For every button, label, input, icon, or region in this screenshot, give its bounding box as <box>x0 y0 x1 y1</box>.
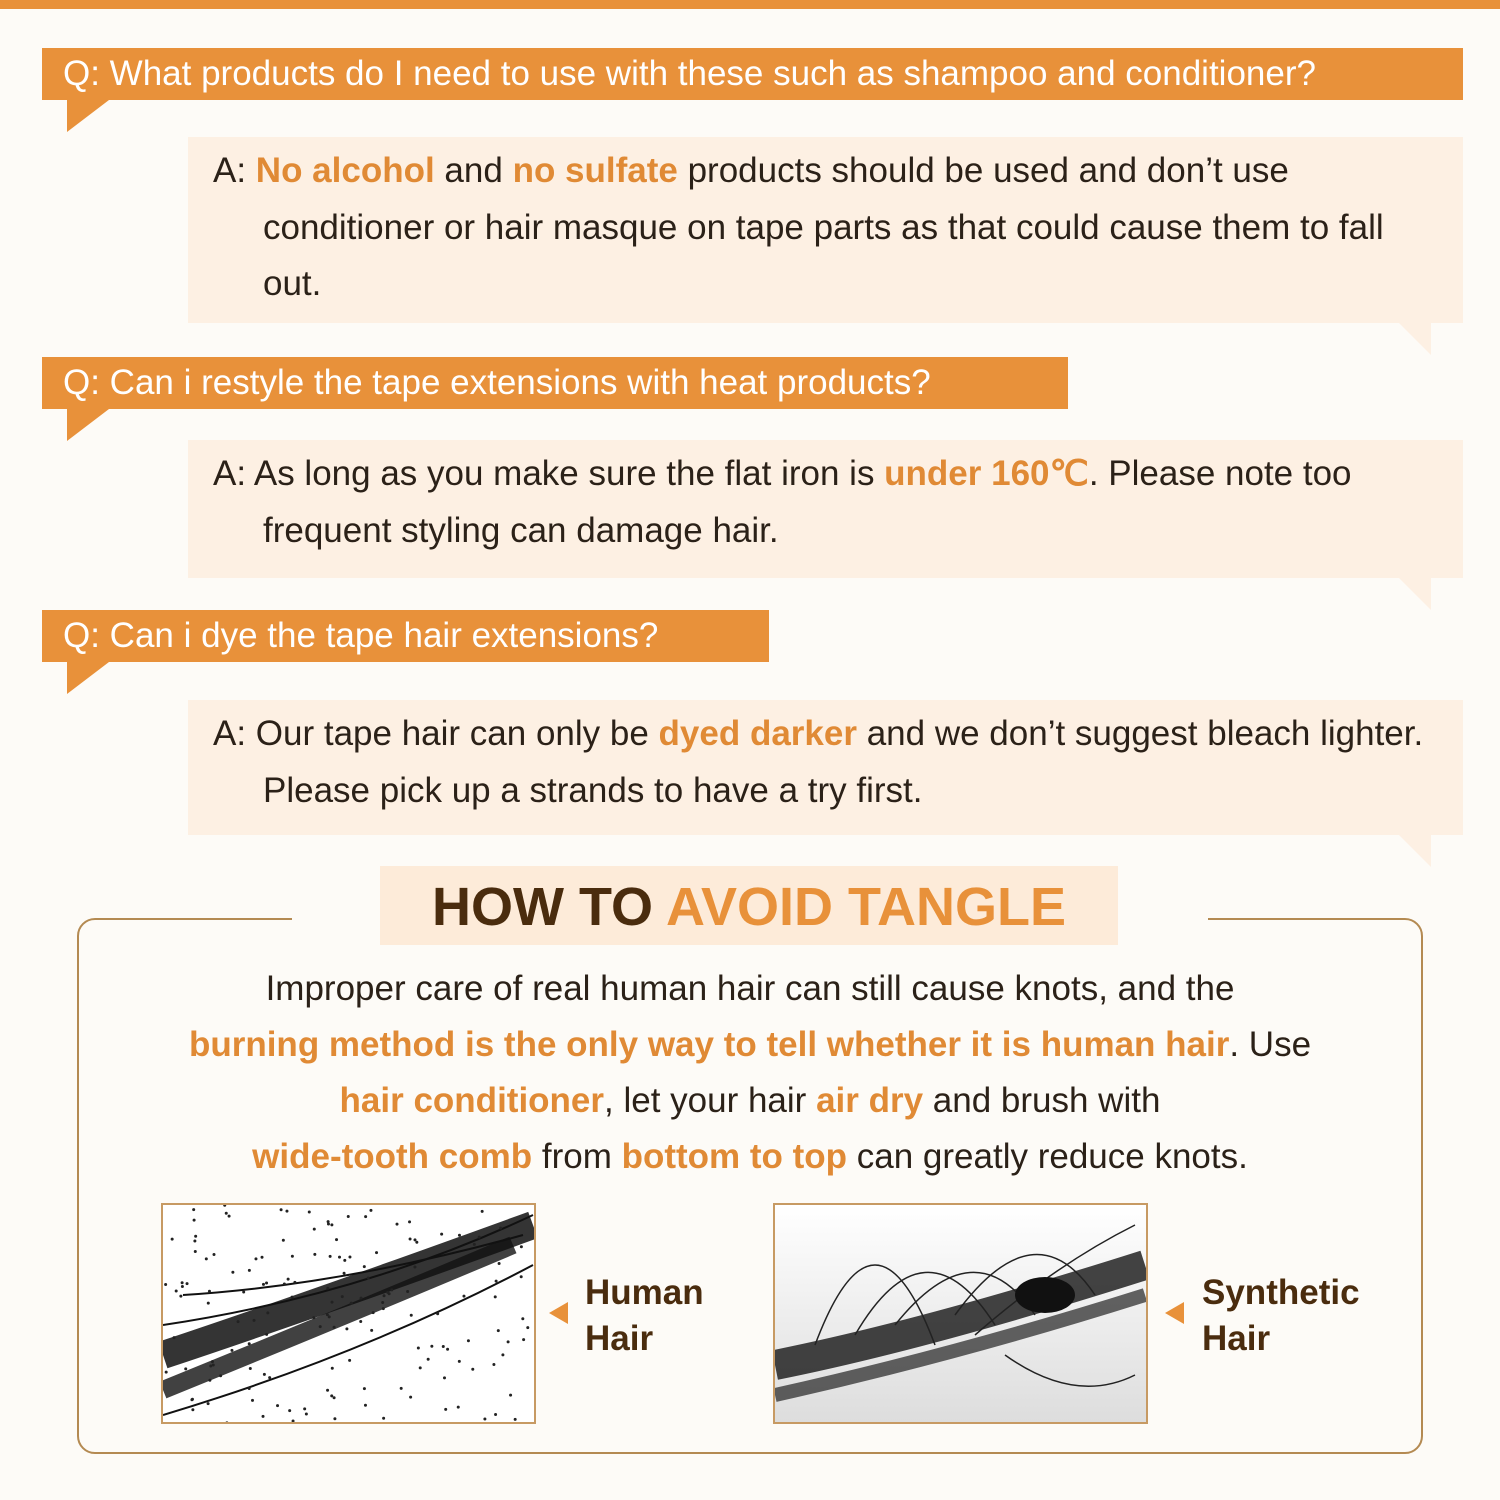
ash-speck <box>207 1302 210 1305</box>
ash-speck <box>473 1243 476 1246</box>
ash-speck <box>522 1338 525 1341</box>
ash-speck <box>211 1360 214 1363</box>
para-text: and brush with <box>923 1081 1161 1120</box>
answer-text: and we don’t suggest bleach lighter. Please pick up a strands to have a try first. <box>263 714 1424 810</box>
ash-speck <box>184 1367 187 1370</box>
ash-speck <box>436 1312 439 1315</box>
para-highlight: wide-tooth comb <box>252 1137 533 1176</box>
ash-speck <box>194 1235 197 1238</box>
ash-speck <box>335 1238 338 1241</box>
para-text: from <box>532 1137 622 1176</box>
ash-speck <box>173 1336 176 1339</box>
ash-speck <box>396 1223 399 1226</box>
ash-speck <box>308 1211 311 1214</box>
ash-speck <box>212 1363 215 1366</box>
ash-speck <box>328 1315 331 1318</box>
pointer-arrow-icon <box>549 1302 568 1324</box>
ash-speck <box>288 1409 291 1412</box>
ash-speck <box>181 1281 184 1284</box>
ash-speck <box>219 1374 222 1377</box>
ash-speck <box>359 1320 362 1323</box>
ash-speck <box>526 1326 529 1329</box>
ash-speck <box>291 1255 294 1258</box>
ash-speck <box>390 1288 393 1291</box>
ash-speck <box>291 1296 294 1299</box>
ash-speck <box>364 1404 367 1407</box>
ash-speck <box>253 1319 256 1322</box>
para-highlight: burning method is the only way to tell whether it is human hair <box>188 1025 1230 1064</box>
synthetic-hair-label <box>1202 1270 1360 1362</box>
answer-text: and <box>434 151 513 190</box>
ash-speck <box>194 1250 197 1253</box>
ash-speck <box>520 1245 523 1248</box>
speech-tail <box>67 409 109 441</box>
ash-speck <box>345 1327 348 1330</box>
ash-speck <box>195 1422 198 1424</box>
ash-speck <box>319 1325 322 1328</box>
ash-speck <box>509 1394 512 1397</box>
ash-speck <box>363 1387 366 1390</box>
faq-answer-3 <box>188 700 1463 835</box>
ash-speck <box>360 1297 363 1300</box>
ash-speck <box>265 1333 268 1336</box>
para-highlight: air dry <box>816 1081 924 1120</box>
ash-speck <box>331 1367 334 1370</box>
ash-speck <box>337 1422 340 1424</box>
ash-speck <box>481 1210 484 1213</box>
ash-speck <box>363 1265 366 1268</box>
ash-speck <box>348 1255 351 1258</box>
ash-speck <box>263 1373 266 1376</box>
ash-speck <box>443 1376 446 1379</box>
ash-speck <box>417 1346 420 1349</box>
ash-speck <box>343 1259 346 1262</box>
ash-speck <box>338 1256 341 1259</box>
faq-question-3 <box>42 610 769 662</box>
title-accent: AVOID TANGLE <box>665 877 1066 937</box>
ash-speck <box>492 1363 495 1366</box>
label-line: Human <box>585 1273 704 1312</box>
ash-speck <box>191 1408 194 1411</box>
ash-speck <box>444 1408 447 1411</box>
ash-speck <box>164 1283 167 1286</box>
ash-speck <box>501 1353 504 1356</box>
ash-speck <box>343 1272 346 1275</box>
ash-speck <box>282 1239 285 1242</box>
answer-highlight: dyed darker <box>658 714 857 753</box>
ash-speck <box>408 1220 411 1223</box>
label-line: Synthetic <box>1202 1273 1360 1312</box>
ash-speck <box>313 1228 316 1231</box>
ash-speck <box>375 1251 378 1254</box>
ash-speck <box>179 1295 182 1298</box>
ash-speck <box>249 1367 252 1370</box>
ash-speck <box>348 1359 351 1362</box>
ash-speck <box>268 1376 271 1379</box>
ash-speck <box>193 1219 196 1222</box>
ash-speck <box>326 1287 329 1290</box>
ash-speck <box>331 1301 334 1304</box>
ash-speck <box>329 1255 332 1258</box>
ash-speck <box>165 1371 168 1374</box>
ash-speck <box>369 1209 372 1212</box>
title-dark: HOW TO <box>432 877 666 937</box>
question-text: Q: Can i dye the tape hair extensions? <box>63 616 659 655</box>
ash-speck <box>293 1281 296 1284</box>
ash-speck <box>514 1418 517 1421</box>
ash-speck <box>366 1422 369 1424</box>
ash-speck <box>230 1349 233 1352</box>
answer-highlight: under 160℃ <box>884 454 1089 493</box>
ash-speck <box>400 1387 403 1390</box>
ash-speck <box>231 1271 234 1274</box>
ash-speck <box>381 1301 384 1304</box>
ash-speck <box>208 1379 211 1382</box>
label-line: Hair <box>1202 1319 1271 1358</box>
human-hair-label <box>585 1270 704 1362</box>
ash-speck <box>326 1389 329 1392</box>
ash-speck <box>265 1281 268 1284</box>
ash-speck <box>262 1415 265 1418</box>
ash-speck <box>175 1289 178 1292</box>
ash-speck <box>254 1257 257 1260</box>
ash-speck <box>427 1358 430 1361</box>
ash-speck <box>499 1227 502 1230</box>
ash-speck <box>462 1295 465 1298</box>
ash-speck <box>413 1238 416 1241</box>
ash-speck <box>415 1241 418 1244</box>
answer-text: A: As long as you make sure the flat iron is <box>213 454 885 493</box>
ash-speck <box>410 1314 413 1317</box>
ash-speck <box>262 1283 265 1286</box>
para-text: Improper care of real human hair can still cause knots, and the <box>265 969 1235 1008</box>
ash-speck <box>430 1345 433 1348</box>
ash-speck <box>471 1368 474 1371</box>
ash-speck <box>303 1407 306 1410</box>
para-text: can greatly reduce knots. <box>847 1137 1248 1176</box>
para-highlight: bottom to top <box>621 1137 848 1176</box>
ash-speck <box>413 1266 416 1269</box>
ash-speck <box>521 1317 524 1320</box>
ash-speck <box>367 1277 370 1280</box>
ash-speck <box>228 1215 231 1218</box>
ash-speck <box>382 1417 385 1420</box>
ash-speck <box>171 1238 174 1241</box>
answer-text: . Please note too frequent styling can damage hair. <box>263 454 1352 550</box>
ash-speck <box>207 1402 210 1405</box>
faq-answer-2 <box>188 440 1463 578</box>
ash-speck <box>341 1295 344 1298</box>
ash-speck <box>225 1212 228 1215</box>
faq-answer-1 <box>188 137 1463 323</box>
ash-speck <box>333 1396 336 1399</box>
ash-speck <box>312 1316 315 1319</box>
ash-speck <box>280 1208 283 1211</box>
ash-speck <box>251 1399 254 1402</box>
para-text: . Use <box>1229 1025 1312 1064</box>
ash-speck <box>442 1345 445 1348</box>
ash-speck <box>225 1421 228 1424</box>
ash-speck <box>383 1294 386 1297</box>
para-text: , let your hair <box>604 1081 817 1120</box>
faq-question-2 <box>42 357 1068 409</box>
ash-speck <box>409 1238 412 1241</box>
ash-speck <box>386 1291 389 1294</box>
ash-speck <box>457 1406 460 1409</box>
ash-speck <box>287 1278 290 1281</box>
synthetic-hair-burn-image <box>773 1203 1148 1424</box>
answer-highlight: No alcohol <box>255 151 435 190</box>
ash-speck <box>248 1342 251 1345</box>
ash-speck <box>205 1257 208 1260</box>
ash-speck <box>223 1205 226 1207</box>
pointer-arrow-icon <box>1165 1302 1184 1324</box>
top-accent-bar <box>0 0 1500 9</box>
speech-tail <box>67 662 109 694</box>
ash-speck <box>261 1256 264 1259</box>
answer-text: A: Our tape hair can only be <box>213 714 659 753</box>
ash-speck <box>364 1215 367 1218</box>
ash-speck <box>467 1339 470 1342</box>
ash-speck <box>186 1282 189 1285</box>
ash-speck <box>507 1340 510 1343</box>
ash-speck <box>406 1290 409 1293</box>
ash-speck <box>494 1295 497 1298</box>
ash-speck <box>213 1253 216 1256</box>
ash-speck <box>419 1366 422 1369</box>
ash-speck <box>520 1275 523 1278</box>
ash-speck <box>283 1283 286 1286</box>
ash-speck <box>478 1236 481 1239</box>
ash-speck <box>333 1326 336 1329</box>
ash-speck <box>237 1320 240 1323</box>
tangle-paragraph <box>90 961 1410 1185</box>
ash-speck <box>330 1223 333 1226</box>
faq-question-1 <box>42 48 1463 100</box>
ash-speck <box>330 1394 333 1397</box>
ash-speck <box>305 1413 308 1416</box>
ash-speck <box>372 1311 375 1314</box>
ash-speck <box>276 1404 279 1407</box>
answer-text: products should be used and don’t use conditioner or hair masque on tape parts as that could cause them to fall out. <box>263 151 1384 303</box>
ash-speck <box>193 1240 196 1243</box>
ash-speck <box>458 1234 461 1237</box>
para-highlight: hair conditioner <box>339 1081 605 1120</box>
ash-speck <box>313 1253 316 1256</box>
ash-speck <box>285 1210 288 1213</box>
ash-speck <box>248 1387 251 1390</box>
ash-speck <box>190 1398 193 1401</box>
speech-tail <box>67 100 109 132</box>
ash-speck <box>350 1302 353 1305</box>
ash-speck <box>192 1208 195 1211</box>
human-hair-burn-image <box>161 1203 536 1424</box>
ash-speck <box>382 1307 385 1310</box>
ash-speck <box>495 1280 498 1283</box>
ash-speck <box>347 1215 350 1218</box>
ash-speck <box>181 1285 184 1288</box>
ash-speck <box>208 1290 211 1293</box>
ash-speck <box>446 1348 449 1351</box>
ash-speck <box>483 1418 486 1421</box>
answer-text: A: <box>213 151 256 190</box>
ash-speck <box>266 1311 269 1314</box>
ash-speck <box>248 1269 251 1272</box>
speech-tail <box>1399 578 1431 610</box>
ash-speck <box>440 1233 443 1236</box>
label-line: Hair <box>585 1319 654 1358</box>
ash-speck <box>326 1313 329 1316</box>
ash-speck <box>494 1413 497 1416</box>
ash-speck <box>498 1262 501 1265</box>
section-title <box>380 866 1118 945</box>
answer-highlight: no sulfate <box>512 151 678 190</box>
speech-tail <box>1399 323 1431 355</box>
ash-speck <box>409 1396 412 1399</box>
ash-speck <box>370 1329 373 1332</box>
speech-tail <box>1399 835 1431 867</box>
ash-speck <box>497 1329 500 1332</box>
ash-speck <box>292 1420 295 1423</box>
ash-speck <box>458 1360 461 1363</box>
question-text: Q: What products do I need to use with these such as shampoo and conditioner? <box>63 54 1316 93</box>
ash-speck <box>242 1290 245 1293</box>
question-text: Q: Can i restyle the tape extensions with heat products? <box>63 363 931 402</box>
ash-speck <box>327 1223 330 1226</box>
ash-speck <box>333 1417 336 1420</box>
